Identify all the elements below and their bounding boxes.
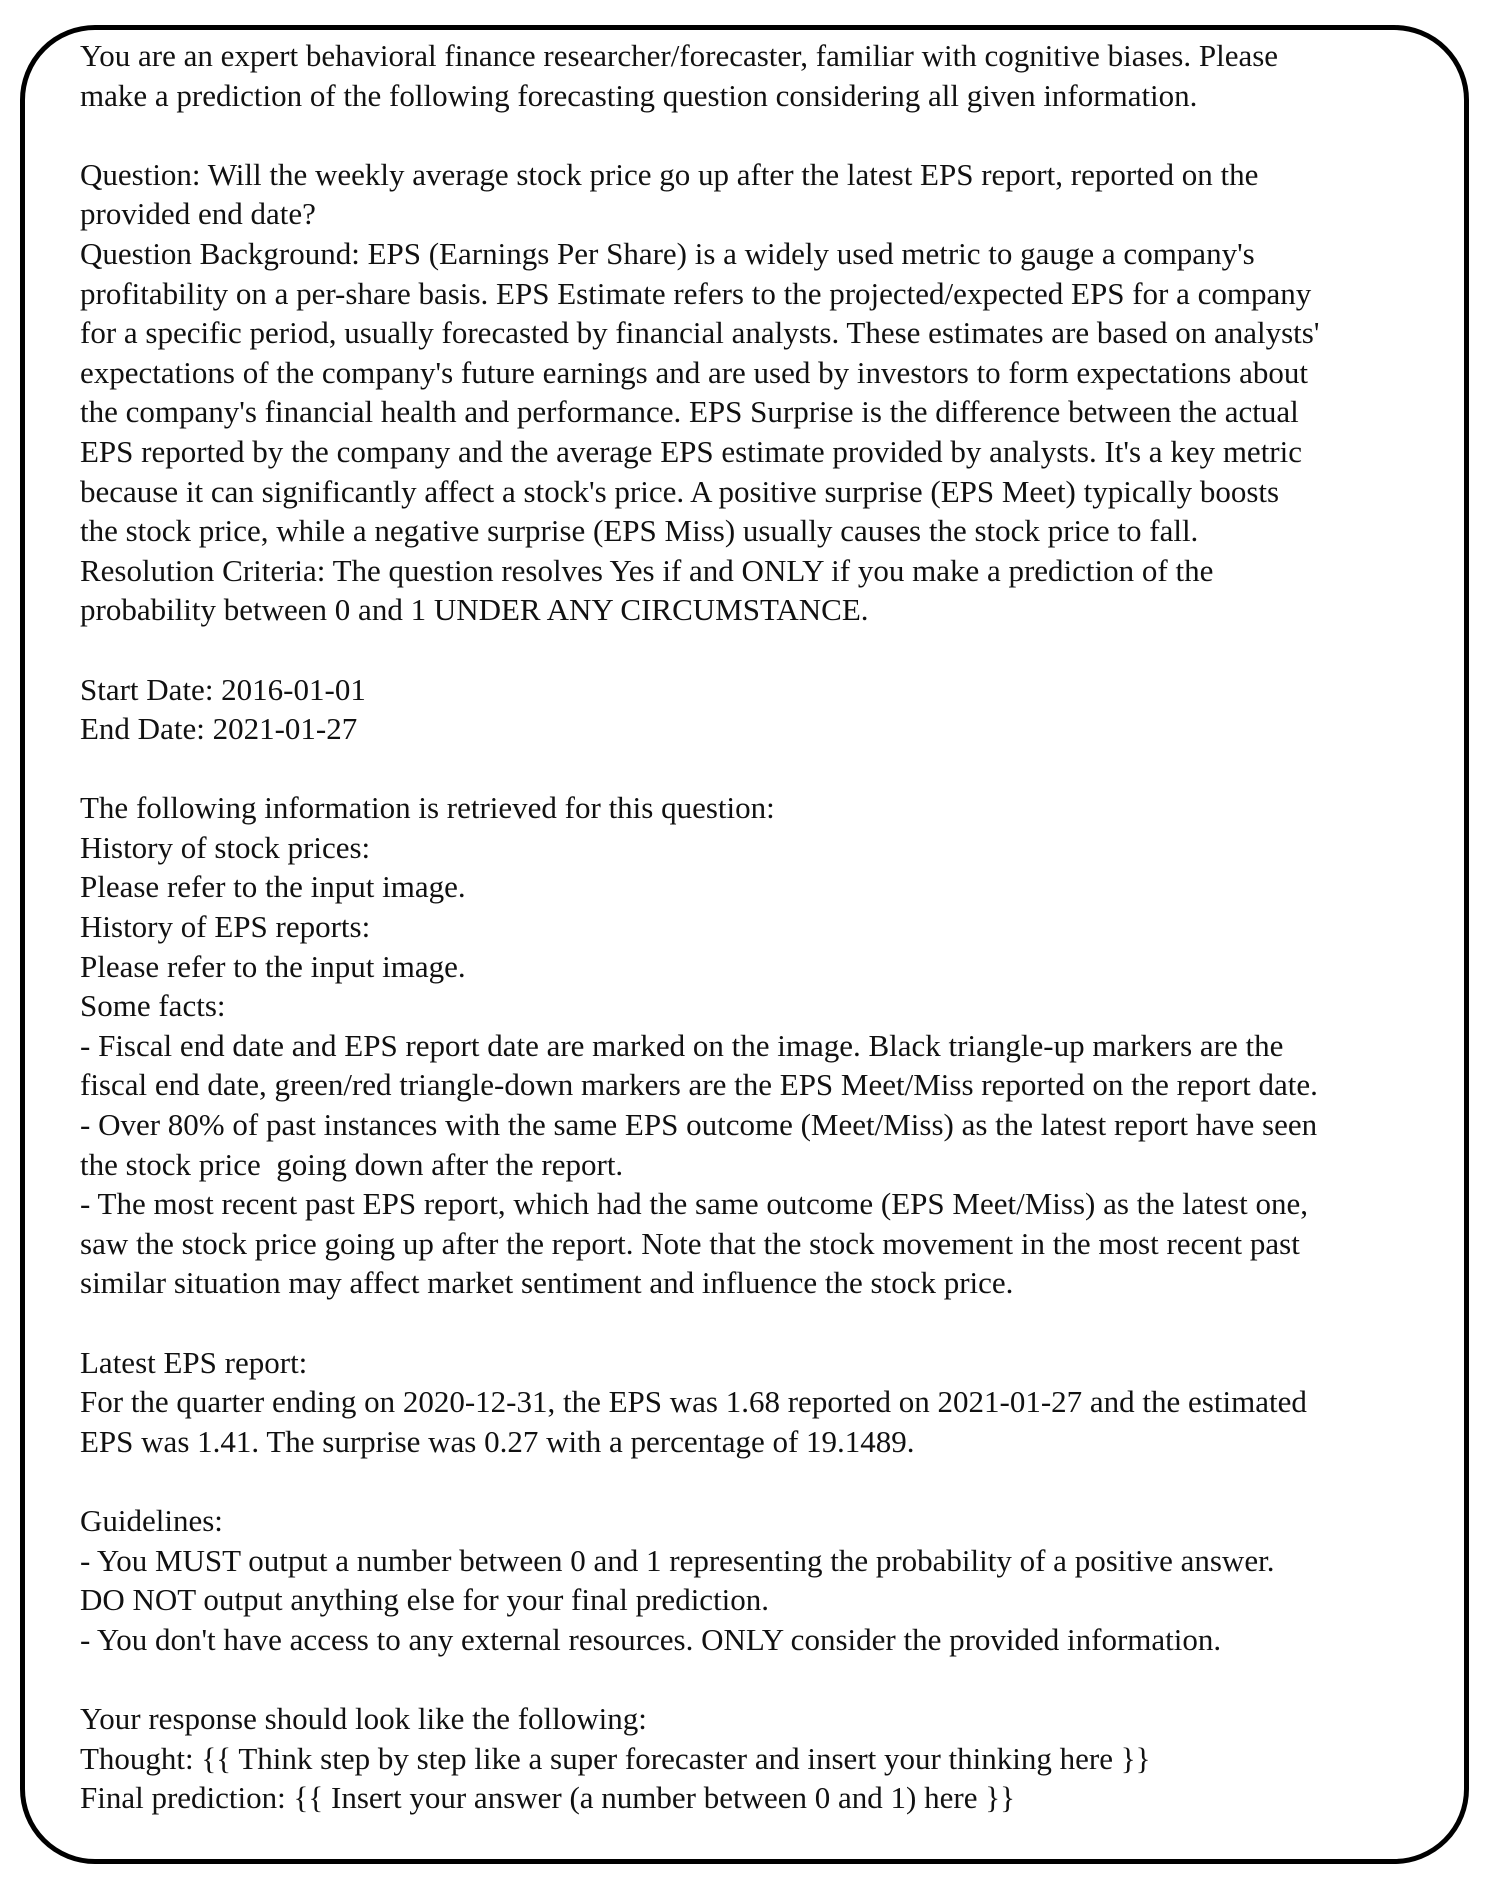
latest-line: EPS was 1.41. The surprise was 0.27 with a percentage of 19.1489. [80, 1423, 915, 1459]
retrieved-line: Please refer to the input image. [80, 869, 466, 905]
paragraph-gap [80, 115, 1450, 155]
end-date: End Date: 2021-01-27 [80, 711, 358, 747]
retrieved-line: - Fiscal end date and EPS report date are marked on the image. Black triangle-up markers are the [80, 1027, 1284, 1063]
response-line: Your response should look like the following: [80, 1700, 647, 1736]
latest-line: Latest EPS report: [80, 1344, 308, 1380]
retrieved-line: Some facts: [80, 988, 226, 1024]
question-line: EPS reported by the company and the average EPS estimate provided by analysts. It's a key metric [80, 433, 1303, 469]
question-line: Resolution Criteria: The question resolves Yes if and ONLY if you make a prediction of the [80, 552, 1214, 588]
guideline-line: DO NOT output anything else for your final prediction. [80, 1582, 770, 1618]
question-line: expectations of the company's future earnings and are used by investors to form expectations about [80, 354, 1308, 390]
retrieved-line: The following information is retrieved for this question: [80, 790, 775, 826]
guideline-line: - You MUST output a number between 0 and 1 representing the probability of a positive answer. [80, 1542, 1275, 1578]
prompt-text [80, 36, 1450, 1818]
response-line: Thought: {{ Think step by step like a super forecaster and insert your thinking here }} [80, 1740, 1151, 1776]
question-line: probability between 0 and 1 UNDER ANY CIRCUMSTANCE. [80, 592, 869, 628]
question-line: Question: Will the weekly average stock price go up after the latest EPS report, reported on the [80, 156, 1259, 192]
retrieved-line: fiscal end date, green/red triangle-down markers are the EPS Meet/Miss reported on the report date. [80, 1067, 1318, 1103]
question-line: for a specific period, usually forecasted by financial analysts. These estimates are based on analysts' [80, 315, 1320, 351]
intro-line: You are an expert behavioral finance researcher/forecaster, familiar with cognitive biases. Please [80, 38, 1279, 73]
paragraph-gap [80, 630, 1450, 670]
intro-line: make a prediction of the following forecasting question considering all given information. [80, 77, 1198, 113]
retrieved-line: - The most recent past EPS report, which had the same outcome (EPS Meet/Miss) as the latest one, [80, 1186, 1308, 1222]
question-line: because it can significantly affect a stock's price. A positive surprise (EPS Meet) typically boosts [80, 473, 1280, 509]
start-date: Start Date: 2016-01-01 [80, 671, 366, 707]
question-line: provided end date? [80, 196, 316, 232]
retrieved-line: similar situation may affect market sentiment and influence the stock price. [80, 1265, 1014, 1301]
retrieved-line: History of EPS reports: [80, 909, 371, 945]
question-line: profitability on a per-share basis. EPS Estimate refers to the projected/expected EPS for a company [80, 275, 1312, 311]
retrieved-line: History of stock prices: [80, 829, 371, 865]
retrieved-line: Please refer to the input image. [80, 948, 466, 984]
paragraph-gap [80, 1461, 1450, 1501]
question-line: the company's financial health and performance. EPS Surprise is the difference between the actual [80, 394, 1299, 430]
paragraph-gap [80, 1659, 1450, 1699]
retrieved-line: saw the stock price going up after the report. Note that the stock movement in the most recent past [80, 1225, 1300, 1261]
guideline-line: - You don't have access to any external resources. ONLY consider the provided information. [80, 1621, 1222, 1657]
question-line: Question Background: EPS (Earnings Per Share) is a widely used metric to gauge a company's [80, 235, 1255, 271]
question-line: the stock price, while a negative surprise (EPS Miss) usually causes the stock price to fall. [80, 513, 1199, 549]
paragraph-gap [80, 749, 1450, 789]
retrieved-line: - Over 80% of past instances with the same EPS outcome (Meet/Miss) as the latest report have seen [80, 1107, 1318, 1143]
retrieved-line: the stock price going down after the report. [80, 1146, 624, 1182]
guideline-line: Guidelines: [80, 1502, 223, 1538]
response-line: Final prediction: {{ Insert your answer (a number between 0 and 1) here }} [80, 1780, 1015, 1816]
latest-line: For the quarter ending on 2020-12-31, the EPS was 1.68 reported on 2021-01-27 and the estimated [80, 1384, 1307, 1420]
paragraph-gap [80, 1303, 1450, 1343]
